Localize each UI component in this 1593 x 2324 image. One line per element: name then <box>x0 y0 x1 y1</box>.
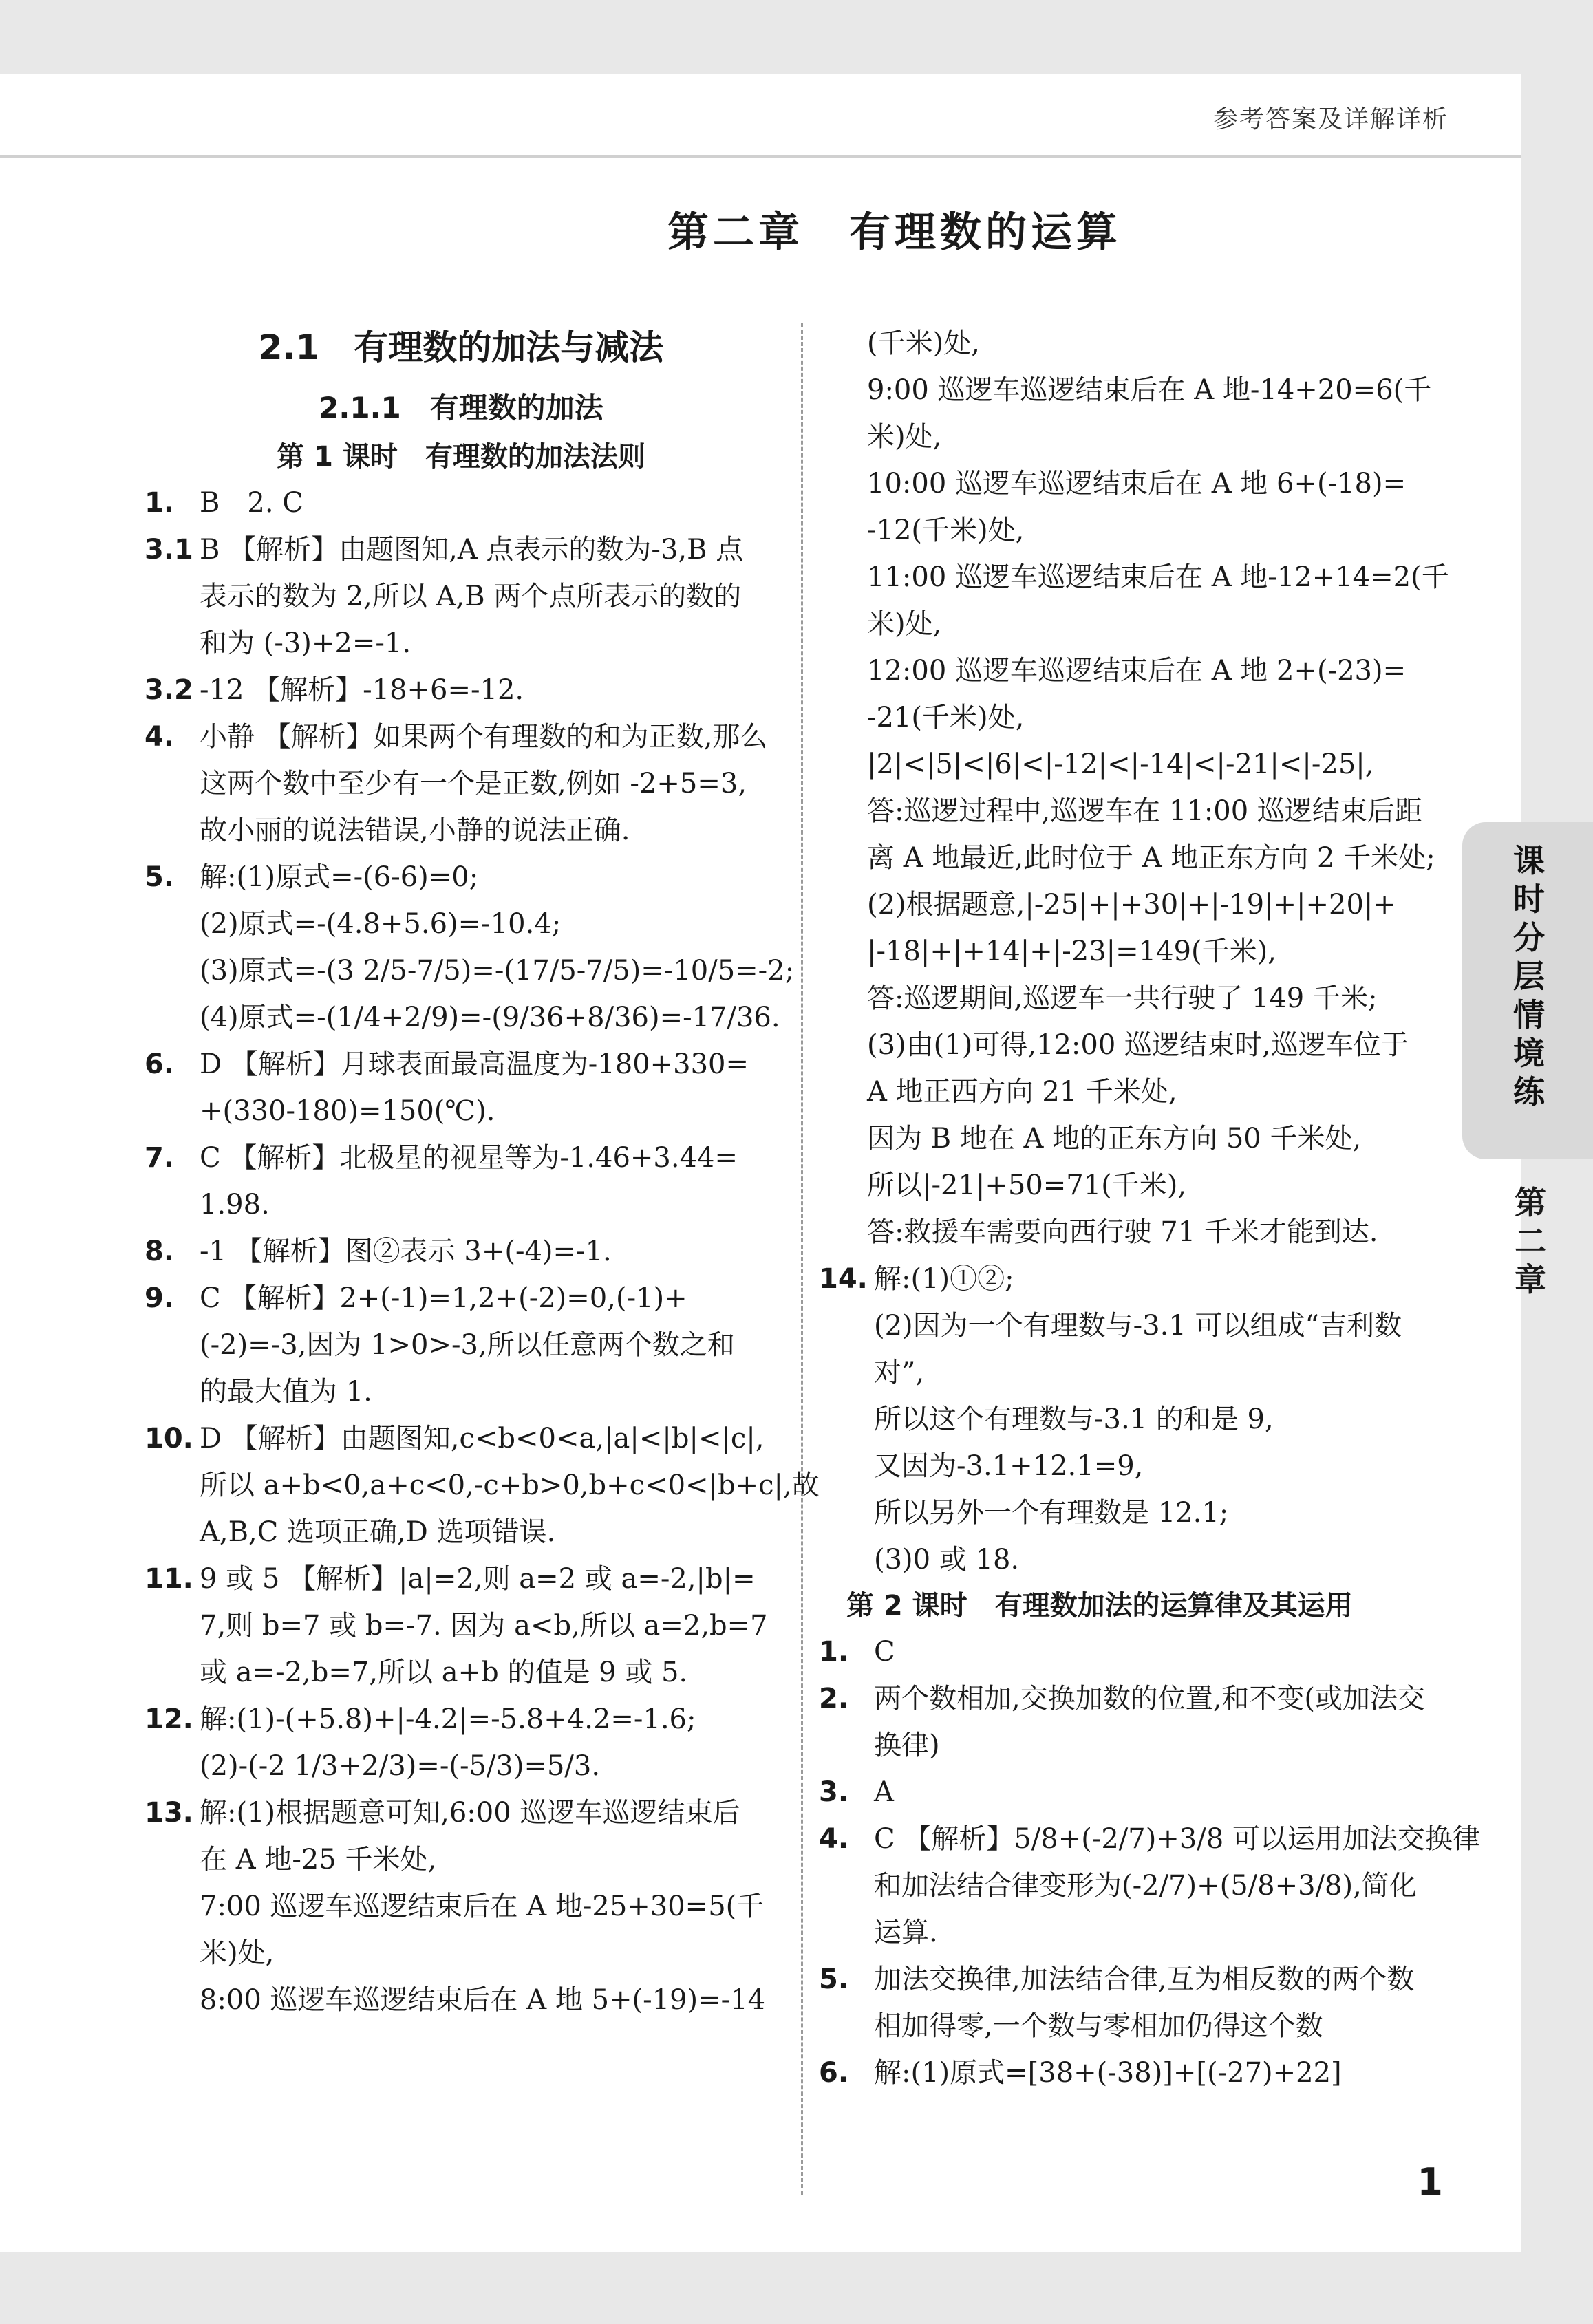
answer-line: +(330-180)=150(℃). <box>200 1095 495 1127</box>
answer-item <box>145 713 778 854</box>
answer-line: (2)-(-2 1/3+2/3)=-(-5/3)=5/3. <box>200 1750 601 1782</box>
answer-line: 这两个数中至少有一个是正数,例如 -2+5=3, <box>200 768 747 799</box>
answer-line: (4)原式=-(1/4+2/9)=-(9/36+8/36)=-17/36. <box>200 1002 780 1033</box>
answer-line: 离 A 地最近,此时位于 A 地正东方向 2 千米处; <box>867 842 1435 874</box>
answer-number: 5. <box>819 1963 849 1995</box>
answer-number: 3.1 <box>145 534 193 566</box>
answer-line: 答:巡逻过程中,巡逻车在 11:00 巡逻结束后距 <box>867 795 1422 827</box>
answer-number: 11. <box>145 1563 193 1595</box>
answer-number: 2. <box>819 1683 849 1714</box>
answer-number: 13. <box>145 1797 193 1829</box>
side-chapter-label: 第二章 <box>1515 1184 1546 1298</box>
answer-line: 米)处, <box>867 608 942 640</box>
answer-number: 9. <box>145 1282 175 1314</box>
continued-answer <box>819 320 1452 1256</box>
answer-number: 10. <box>145 1423 193 1454</box>
answer-number: 14. <box>819 1263 868 1295</box>
answer-item <box>145 1134 778 1228</box>
answer-line: 7,则 b=7 或 b=-7. 因为 a<b,所以 a=2,b=7 <box>200 1610 768 1642</box>
answer-line: C 【解析】5/8+(-2/7)+3/8 可以运用加法交换律 <box>874 1823 1480 1855</box>
answer-item <box>145 1415 820 1556</box>
answer-line: C <box>874 1636 895 1668</box>
answer-item <box>145 480 778 526</box>
answer-line: C 【解析】北极星的视星等为-1.46+3.44= <box>200 1142 738 1174</box>
answer-number: 8. <box>145 1236 175 1267</box>
answer-item <box>819 1628 1452 1675</box>
answer-line: 和加法结合律变形为(-2/7)+(5/8+3/8),简化 <box>874 1870 1417 1902</box>
answer-line: 所以另外一个有理数是 12.1; <box>874 1497 1229 1529</box>
left-column <box>145 320 820 2023</box>
answer-line: -12 【解析】-18+6=-12. <box>200 674 524 706</box>
answer-line: 解:(1)①②; <box>874 1263 1014 1295</box>
answer-line: 7:00 巡逻车巡逻结束后在 A 地-25+30=5(千 <box>200 1891 765 1922</box>
chapter-title: 第二章 有理数的运算 <box>667 208 1122 257</box>
answer-line: 所以 a+b<0,a+c<0,-c+b>0,b+c<0<|b+c|,故 <box>200 1470 820 1501</box>
answer-line: 米)处, <box>200 1937 275 1969</box>
answer-item <box>819 1256 1452 1583</box>
answer-line: (3)原式=-(3 2/5-7/5)=-(17/5-7/5)=-10/5=-2; <box>200 955 795 987</box>
right-column <box>819 320 1480 2096</box>
answer-number: 3. <box>819 1776 849 1808</box>
answer-line: 运算. <box>874 1917 938 1948</box>
answer-line: 8:00 巡逻车巡逻结束后在 A 地 5+(-19)=-14 <box>200 1984 766 2016</box>
answer-line: C 【解析】2+(-1)=1,2+(-2)=0,(-1)+ <box>200 1282 687 1314</box>
answer-item <box>145 854 795 1041</box>
answer-number: 6. <box>145 1048 175 1080</box>
answer-line: (千米)处, <box>867 327 980 359</box>
answer-item <box>819 1816 1480 1956</box>
answer-list <box>145 480 820 2023</box>
answer-item <box>145 526 778 667</box>
answer-line: 9 或 5 【解析】|a|=2,则 a=2 或 a=-2,|b|= <box>200 1563 756 1595</box>
answer-line: 两个数相加,交换加数的位置,和不变(或加法交 <box>874 1683 1426 1714</box>
answer-line: 解:(1)-(+5.8)+|-4.2|=-5.8+4.2=-1.6; <box>200 1703 696 1735</box>
answer-line: 或 a=-2,b=7,所以 a+b 的值是 9 或 5. <box>200 1657 688 1688</box>
column-divider <box>801 323 803 2195</box>
answer-item <box>145 667 778 713</box>
answer-item <box>145 1228 778 1275</box>
answer-item <box>819 1956 1452 2049</box>
answer-line: 又因为-3.1+12.1=9, <box>874 1450 1144 1482</box>
answer-line: 小静 【解析】如果两个有理数的和为正数,那么 <box>200 721 768 753</box>
answer-list <box>819 1256 1452 1583</box>
answer-line: 的最大值为 1. <box>200 1376 372 1408</box>
answer-item <box>145 1789 778 2023</box>
answer-line: (-2)=-3,因为 1>0>-3,所以任意两个数之和 <box>200 1329 735 1361</box>
answer-line: (2)因为一个有理数与-3.1 可以组成“吉利数 <box>874 1310 1402 1342</box>
answer-line: 相加得零,一个数与零相加仍得这个数 <box>874 2010 1323 2042</box>
answer-item <box>145 1556 778 1696</box>
answer-item <box>819 1769 1452 1816</box>
lesson-title: 第 1 课时 有理数的加法法则 <box>277 441 645 473</box>
answer-line: |2|<|5|<|6|<|-12|<|-14|<|-21|<|-25|, <box>867 749 1374 780</box>
answer-line: 换律) <box>874 1730 940 1761</box>
side-tab-label: 课时分层情境练 <box>1513 842 1545 1110</box>
answer-line: (2)根据题意,|-25|+|+30|+|-19|+|+20|+ <box>867 889 1396 921</box>
answer-line: 1.98. <box>200 1189 270 1220</box>
answer-line: A 地正西方向 21 千米处, <box>867 1076 1177 1108</box>
answer-line: 米)处, <box>867 421 942 453</box>
answer-line: 解:(1)根据题意可知,6:00 巡逻车巡逻结束后 <box>200 1797 740 1829</box>
answer-item <box>819 1675 1452 1769</box>
answer-item <box>145 1275 778 1415</box>
answer-line: 故小丽的说法错误,小静的说法正确. <box>200 815 630 846</box>
answer-line: D 【解析】由题图知,c<b<0<a,|a|<|b|<|c|, <box>200 1423 765 1454</box>
answer-list <box>819 1628 1480 2096</box>
answer-item <box>145 1041 778 1134</box>
answer-line: B 【解析】由题图知,A 点表示的数为-3,B 点 <box>200 534 744 566</box>
answer-number: 6. <box>819 2057 849 2089</box>
answer-line: -12(千米)处, <box>867 515 1025 546</box>
answer-line: 解:(1)原式=-(6-6)=0; <box>200 861 479 893</box>
answer-line: 对”, <box>874 1357 925 1388</box>
side-tab <box>1462 822 1593 1159</box>
answer-line: B 2. C <box>200 487 303 519</box>
answer-line: -1 【解析】图②表示 3+(-4)=-1. <box>200 1236 612 1267</box>
page-header: 参考答案及详解详析 <box>1212 105 1448 133</box>
answer-line: 12:00 巡逻车巡逻结束后在 A 地 2+(-23)= <box>867 655 1407 687</box>
answer-line: D 【解析】月球表面最高温度为-180+330= <box>200 1048 749 1080</box>
answer-number: 1. <box>145 487 175 519</box>
lesson-title: 第 2 课时 有理数加法的运算律及其运用 <box>846 1590 1353 1622</box>
answer-number: 4. <box>145 721 175 753</box>
answer-line: 解:(1)原式=[38+(-38)]+[(-27)+22] <box>874 2057 1342 2089</box>
answer-line: 答:救援车需要向西行驶 71 千米才能到达. <box>867 1216 1378 1248</box>
answer-line: 答:巡逻期间,巡逻车一共行驶了 149 千米; <box>867 982 1378 1014</box>
answer-line: 所以这个有理数与-3.1 的和是 9, <box>874 1403 1274 1435</box>
subsection-title: 2.1.1 有理数的加法 <box>319 391 603 424</box>
answer-line: |-18|+|+14|+|-23|=149(千米), <box>867 936 1276 967</box>
answer-line: 10:00 巡逻车巡逻结束后在 A 地 6+(-18)= <box>867 468 1407 499</box>
answer-line: A,B,C 选项正确,D 选项错误. <box>200 1516 556 1548</box>
answer-item <box>819 2049 1452 2096</box>
answer-line: 在 A 地-25 千米处, <box>200 1844 437 1875</box>
answer-line: (2)原式=-(4.8+5.6)=-10.4; <box>200 908 562 940</box>
answer-line: 所以|-21|+50=71(千米), <box>867 1170 1187 1201</box>
answer-line: A <box>874 1776 894 1808</box>
answer-line: -21(千米)处, <box>867 702 1025 733</box>
answer-line: (3)0 或 18. <box>874 1544 1020 1575</box>
answer-number: 4. <box>819 1823 849 1855</box>
answer-line: 加法交换律,加法结合律,互为相反数的两个数 <box>874 1963 1415 1995</box>
answer-number: 12. <box>145 1703 193 1735</box>
answer-number: 7. <box>145 1142 175 1174</box>
answer-line: (3)由(1)可得,12:00 巡逻结束时,巡逻车位于 <box>867 1029 1409 1061</box>
section-title: 2.1 有理数的加法与减法 <box>258 327 664 367</box>
answer-line: 11:00 巡逻车巡逻结束后在 A 地-12+14=2(千 <box>867 561 1449 593</box>
answer-item <box>145 1696 778 1789</box>
header-divider <box>0 155 1521 158</box>
answer-line: 因为 B 地在 A 地的正东方向 50 千米处, <box>867 1123 1362 1154</box>
page-number: 1 <box>1417 2160 1443 2204</box>
answer-number: 5. <box>145 861 175 893</box>
answer-line: 9:00 巡逻车巡逻结束后在 A 地-14+20=6(千 <box>867 374 1432 406</box>
answer-number: 3.2 <box>145 674 193 706</box>
answer-number: 1. <box>819 1636 849 1668</box>
answer-line: 表示的数为 2,所以 A,B 两个点所表示的数的 <box>200 581 742 612</box>
answer-line: 和为 (-3)+2=-1. <box>200 627 411 659</box>
